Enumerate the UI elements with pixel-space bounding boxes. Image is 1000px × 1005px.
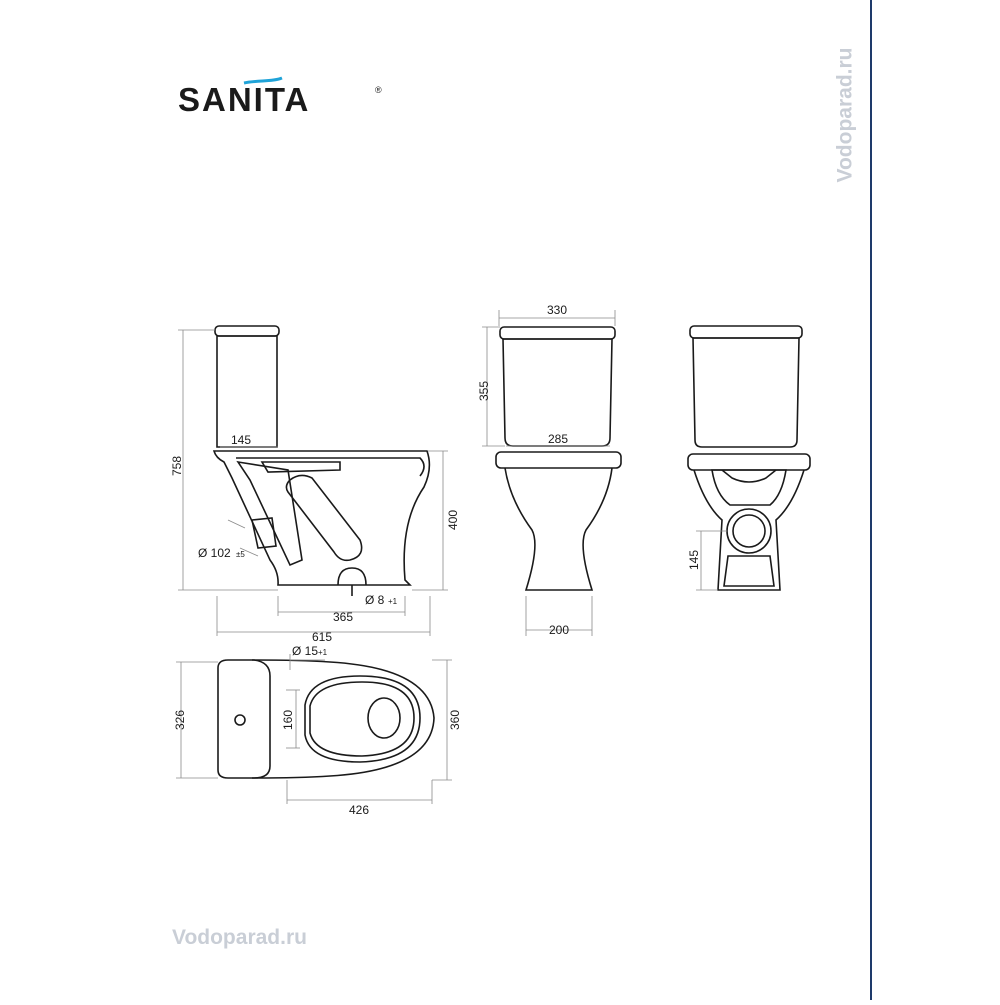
top-tank-button: [235, 715, 245, 725]
back-bowl: [694, 470, 804, 590]
brand-logo: [178, 78, 382, 118]
dim-hole-diameter: Ø 15: [292, 644, 319, 658]
side-outlet-pipe: [252, 518, 276, 548]
top-seat-inner: [310, 682, 414, 756]
logo-registered-mark: ®: [375, 85, 382, 95]
dim-tank-depth: 145: [231, 433, 252, 447]
dim-fixing-diameter: Ø 8: [365, 593, 385, 607]
back-tank: [693, 338, 799, 447]
dim-top-bowl-width: 360: [448, 709, 462, 731]
back-view-labels: [687, 550, 701, 570]
dim-hole-spacing: 160: [281, 709, 295, 731]
back-seat-cutout: [722, 470, 776, 482]
front-bowl: [505, 468, 612, 590]
front-rim: [496, 452, 621, 468]
dim-total-height: 758: [170, 455, 184, 477]
logo-text: SANITA: [178, 81, 311, 118]
dim-outlet-tolerance: ±5: [236, 550, 245, 559]
dim-tank-base: 285: [547, 432, 569, 446]
front-tank-lid: [500, 327, 615, 339]
dim-top-tank-width: 326: [173, 709, 187, 731]
bottom-watermark: Vodoparad.ru: [172, 926, 307, 949]
top-view: [218, 660, 434, 778]
back-tank-lid: [690, 326, 802, 338]
dim-total-length: 615: [311, 630, 333, 644]
side-watermark-text: Vodoparad.ru: [833, 47, 857, 183]
dim-tank-width: 330: [546, 303, 568, 317]
dim-hole-tolerance: +1: [318, 648, 328, 657]
back-foot-recess: [724, 556, 774, 586]
back-view: [688, 326, 810, 590]
dim-base-width: 200: [548, 623, 570, 637]
dim-top-bowl-length: 426: [348, 803, 370, 817]
front-view-labels: [477, 303, 569, 637]
side-view: [214, 326, 429, 596]
dim-outlet-height: 145: [687, 549, 701, 571]
side-watermark: [830, 10, 860, 220]
back-rim: [688, 454, 810, 470]
page-edge-line: [870, 0, 872, 1000]
top-tank: [218, 660, 270, 778]
dim-outlet-diameter: Ø 102: [198, 546, 231, 560]
top-drain-opening: [368, 698, 400, 738]
dim-fixing-tolerance: +1: [388, 597, 398, 606]
front-tank: [503, 339, 612, 446]
dim-outlet-length: 365: [332, 610, 354, 624]
dim-tank-height: 355: [477, 380, 491, 402]
back-inner-cavity: [712, 470, 786, 505]
back-outlet-inner: [733, 515, 765, 547]
side-tank: [217, 336, 277, 447]
side-view-dimension-lines: [178, 330, 448, 636]
front-view: [496, 327, 621, 590]
side-fixing-bolt: [338, 568, 366, 585]
side-water-passage: [286, 475, 361, 560]
dim-bowl-height: 400: [446, 509, 460, 531]
side-tank-lid: [215, 326, 279, 336]
front-view-dimension-lines: [482, 310, 615, 636]
